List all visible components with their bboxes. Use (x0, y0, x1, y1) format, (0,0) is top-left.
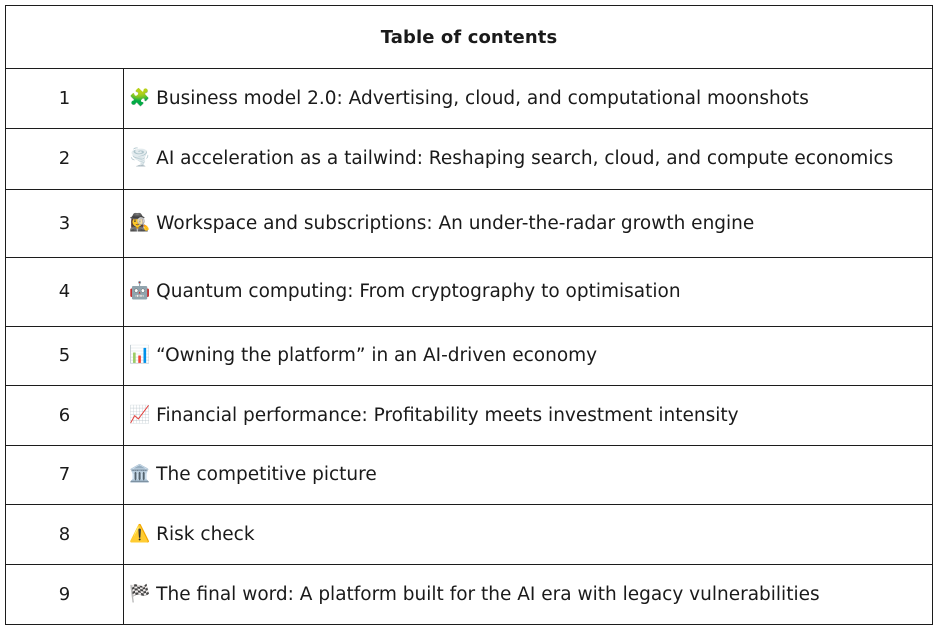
row-title: AI acceleration as a tailwind: Reshaping search, cloud, and compute economics (156, 148, 894, 169)
table-row (6, 327, 932, 387)
puzzle-piece-icon: 🧩 (129, 87, 151, 108)
row-number: 5 (6, 327, 124, 386)
row-number: 9 (6, 565, 124, 625)
row-title: Workspace and subscriptions: An under-the-radar growth engine (156, 212, 755, 234)
row-title-cell (124, 446, 932, 505)
row-title: Financial performance: Profitability meets investment intensity (156, 404, 739, 426)
row-title: The final word: A platform built for the AI era with legacy vulnerabilities (156, 583, 820, 605)
row-title: The competitive picture (156, 464, 377, 486)
row-title: Quantum computing: From cryptography to optimisation (156, 281, 681, 302)
row-title-cell (124, 505, 932, 564)
table-row (6, 446, 932, 506)
chequered-flag-icon: 🏁 (129, 583, 151, 604)
row-title-cell (124, 565, 932, 625)
detective-woman-icon: 🕵️‍♀️ (129, 212, 151, 233)
row-title: Risk check (156, 523, 255, 545)
row-number: 1 (6, 69, 124, 128)
row-title: Business model 2.0: Advertising, cloud, and computational moonshots (156, 87, 809, 109)
classical-building-icon: 🏛️ (129, 464, 151, 485)
row-title-cell (124, 386, 932, 445)
row-number: 8 (6, 505, 124, 564)
robot-icon: 🤖 (129, 281, 151, 301)
tornado-icon: 🌪️ (129, 148, 151, 168)
row-title: “Owning the platform” in an AI-driven economy (156, 345, 598, 367)
row-title-cell (124, 129, 932, 189)
bar-chart-icon: 📊 (129, 345, 151, 366)
row-number: 4 (6, 258, 124, 326)
table-row (6, 129, 932, 190)
table-title: Table of contents (6, 6, 932, 69)
table-of-contents (5, 5, 933, 625)
warning-icon: ⚠️ (129, 523, 151, 544)
row-number: 2 (6, 129, 124, 189)
row-number: 7 (6, 446, 124, 505)
row-title-cell (124, 327, 932, 386)
table-row (6, 386, 932, 446)
row-title-cell (124, 190, 932, 257)
table-row (6, 69, 932, 129)
table-row (6, 565, 932, 625)
row-number: 3 (6, 190, 124, 257)
row-title-cell (124, 69, 932, 128)
table-row (6, 190, 932, 258)
row-number: 6 (6, 386, 124, 445)
chart-increasing-icon: 📈 (129, 404, 151, 425)
table-row (6, 505, 932, 565)
row-title-cell (124, 258, 932, 326)
table-row (6, 258, 932, 327)
